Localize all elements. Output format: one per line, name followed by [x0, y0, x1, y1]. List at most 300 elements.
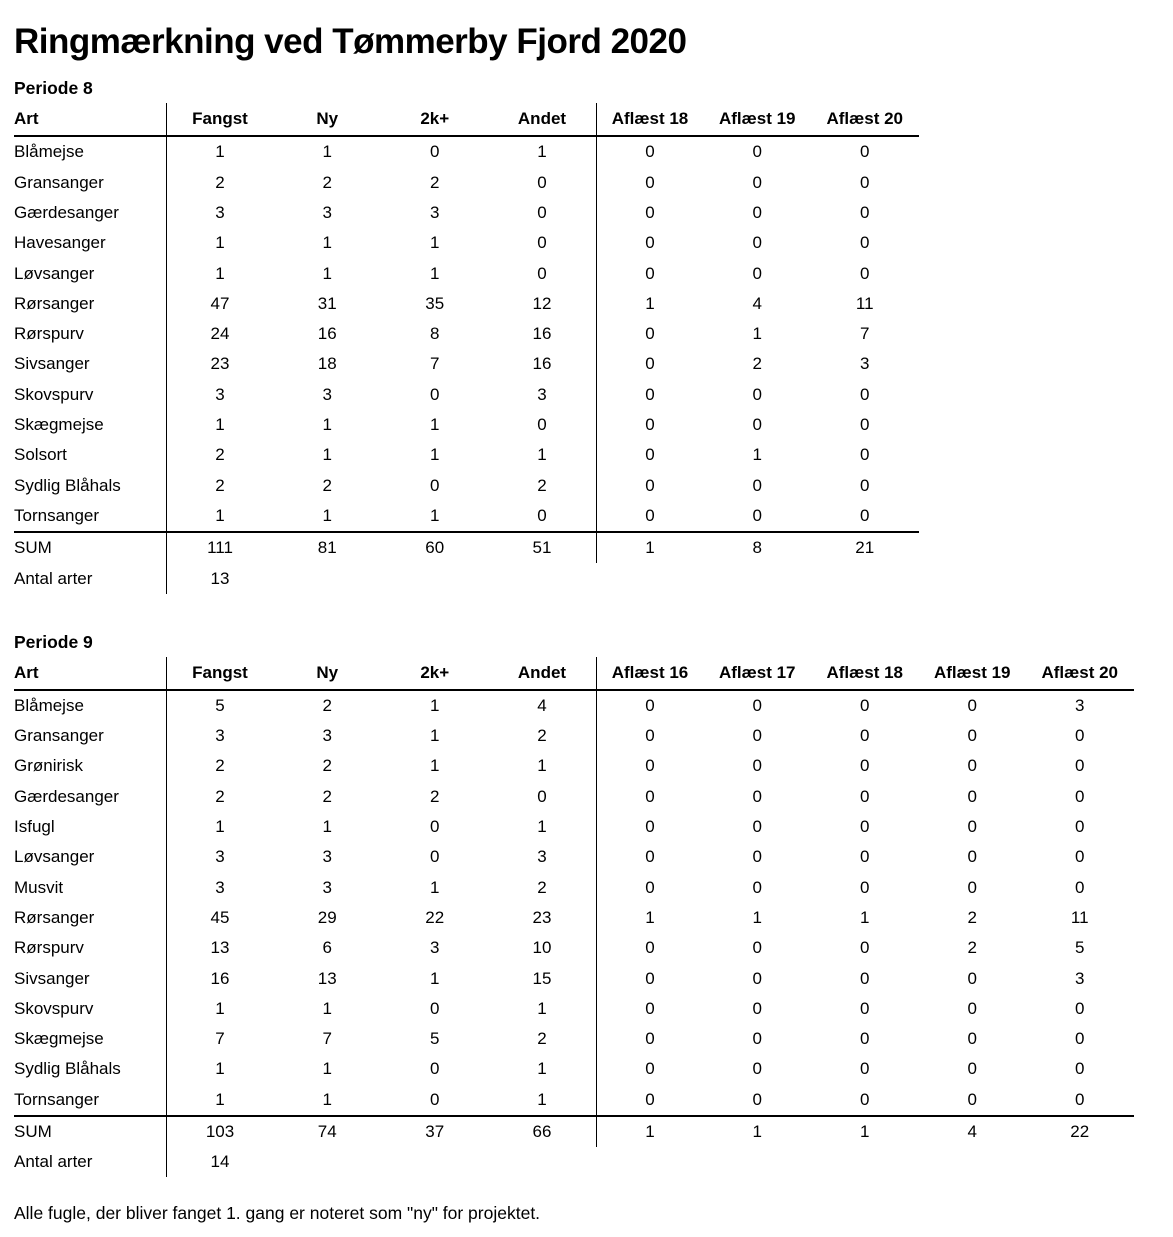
species-cell: Grønirisk	[14, 751, 166, 781]
count-cell: 6	[322, 938, 332, 958]
count-cell: 3	[215, 726, 225, 746]
table-row	[14, 136, 919, 167]
count-cell: 1	[215, 263, 225, 283]
aflaest-cell: 0	[752, 202, 762, 222]
aflaest-cell: 0	[752, 505, 762, 525]
aflaest-cell: 0	[860, 384, 870, 404]
ringing-table	[14, 657, 1134, 1178]
periode-9-table-host	[14, 657, 1159, 1178]
aflaest-cell: 0	[596, 410, 704, 440]
column-header-aflaest: Aflæst 20	[811, 103, 919, 136]
aflaest-cell: 0	[860, 202, 870, 222]
count-cell: 1	[537, 142, 547, 162]
count-cell: 13	[317, 968, 337, 988]
count-cell: 1	[215, 142, 225, 162]
aflaest-cell: 0	[967, 998, 977, 1018]
table-row	[14, 440, 919, 470]
count-cell: 2	[322, 172, 332, 192]
aflaest-cell: 0	[860, 1089, 870, 1109]
count-cell: 1	[322, 817, 332, 837]
aflaest-cell: 0	[596, 994, 704, 1024]
species-cell: Gærdesanger	[14, 782, 166, 812]
aflaest-cell: 0	[752, 695, 762, 715]
count-cell: 3	[537, 847, 547, 867]
count-cell: 7	[322, 1029, 332, 1049]
aflaest-cell: 0	[1075, 847, 1085, 867]
count-cell: 16	[317, 324, 337, 344]
ringing-table	[14, 103, 919, 593]
count-cell: 1	[215, 505, 225, 525]
count-cell: 2	[537, 726, 547, 746]
aflaest-cell: 0	[860, 998, 870, 1018]
count-cell: 16	[532, 354, 552, 374]
sum-aflaest-cell: 1	[704, 1116, 812, 1147]
count-cell: 1	[430, 726, 440, 746]
aflaest-cell: 0	[752, 384, 762, 404]
count-cell: 0	[537, 263, 547, 283]
count-cell: 0	[537, 202, 547, 222]
table-row	[14, 994, 1134, 1024]
count-cell: 2	[322, 475, 332, 495]
count-cell: 3	[322, 726, 332, 746]
count-cell: 2	[215, 786, 225, 806]
aflaest-cell: 0	[596, 842, 704, 872]
table-row	[14, 380, 919, 410]
count-cell: 3	[215, 877, 225, 897]
species-cell: Havesanger	[14, 228, 166, 258]
aflaest-cell: 0	[596, 1085, 704, 1116]
species-cell: Skægmejse	[14, 410, 166, 440]
aflaest-cell: 2	[967, 938, 977, 958]
count-cell: 15	[532, 968, 552, 988]
sum-count-cell: 111	[166, 532, 274, 563]
sum-aflaest-cell: 1	[596, 1116, 704, 1147]
aflaest-cell: 0	[752, 475, 762, 495]
aflaest-cell: 0	[967, 817, 977, 837]
count-cell: 1	[430, 445, 440, 465]
aflaest-cell: 0	[752, 847, 762, 867]
count-cell: 8	[430, 324, 440, 344]
count-cell: 0	[537, 172, 547, 192]
species-cell: Rørsanger	[14, 289, 166, 319]
table-row	[14, 782, 1134, 812]
sum-count-cell: 74	[274, 1116, 382, 1147]
species-cell: Blåmejse	[14, 690, 166, 721]
aflaest-cell: 0	[967, 726, 977, 746]
aflaest-cell: 0	[860, 938, 870, 958]
column-header-aflaest: Aflæst 20	[1026, 657, 1134, 690]
count-cell: 3	[215, 202, 225, 222]
count-cell: 2	[215, 172, 225, 192]
count-cell: 1	[430, 695, 440, 715]
count-cell: 2	[430, 172, 440, 192]
antal-arter-row	[14, 1147, 1134, 1177]
antal-arter-label: Antal arter	[14, 563, 166, 593]
aflaest-cell: 0	[860, 233, 870, 253]
count-cell: 10	[532, 938, 552, 958]
count-cell: 0	[430, 1089, 440, 1109]
count-cell: 3	[215, 847, 225, 867]
species-cell: Sydlig Blåhals	[14, 1054, 166, 1084]
count-cell: 1	[322, 142, 332, 162]
aflaest-cell: 0	[596, 440, 704, 470]
species-cell: Gærdesanger	[14, 198, 166, 228]
column-header: Ny	[274, 103, 382, 136]
aflaest-cell: 0	[596, 471, 704, 501]
sum-aflaest-cell: 4	[919, 1116, 1027, 1147]
aflaest-cell: 0	[1075, 817, 1085, 837]
aflaest-cell: 3	[1075, 968, 1085, 988]
aflaest-cell: 1	[596, 289, 704, 319]
aflaest-cell: 0	[752, 726, 762, 746]
aflaest-cell: 0	[596, 349, 704, 379]
count-cell: 31	[317, 293, 337, 313]
count-cell: 5	[215, 695, 225, 715]
count-cell: 1	[537, 1089, 547, 1109]
aflaest-cell: 0	[967, 847, 977, 867]
aflaest-cell: 0	[596, 258, 704, 288]
aflaest-cell: 0	[752, 877, 762, 897]
count-cell: 18	[317, 354, 337, 374]
aflaest-cell: 5	[1075, 938, 1085, 958]
column-header-aflaest: Aflæst 16	[596, 657, 704, 690]
table-row	[14, 812, 1134, 842]
count-cell: 1	[322, 445, 332, 465]
count-cell: 2	[322, 756, 332, 776]
count-cell: 0	[537, 233, 547, 253]
count-cell: 1	[430, 505, 440, 525]
aflaest-cell: 0	[1075, 877, 1085, 897]
count-cell: 0	[537, 786, 547, 806]
column-header: Andet	[489, 103, 597, 136]
count-cell: 5	[430, 1029, 440, 1049]
species-cell: Løvsanger	[14, 258, 166, 288]
aflaest-cell: 0	[596, 963, 704, 993]
count-cell: 2	[215, 475, 225, 495]
species-cell: Skægmejse	[14, 1024, 166, 1054]
species-cell: Solsort	[14, 440, 166, 470]
count-cell: 1	[430, 968, 440, 988]
aflaest-cell: 0	[1075, 1059, 1085, 1079]
sum-aflaest-cell: 1	[811, 1116, 919, 1147]
column-header: 2k+	[381, 657, 489, 690]
sum-label: SUM	[14, 532, 166, 563]
sum-count-cell: 103	[166, 1116, 274, 1147]
count-cell: 35	[425, 293, 445, 313]
periode-9-label: Periode 9	[14, 631, 93, 652]
column-header: Fangst	[166, 657, 274, 690]
table-row	[14, 258, 919, 288]
species-cell: Blåmejse	[14, 136, 166, 167]
species-cell: Sivsanger	[14, 349, 166, 379]
aflaest-cell: 0	[596, 228, 704, 258]
footer-note: Alle fugle, der bliver fanget 1. gang er noteret som "ny" for projektet.	[14, 1203, 541, 1224]
count-cell: 0	[430, 998, 440, 1018]
count-cell: 23	[532, 907, 552, 927]
column-header-aflaest: Aflæst 18	[811, 657, 919, 690]
table-row	[14, 168, 919, 198]
count-cell: 1	[322, 1059, 332, 1079]
aflaest-cell: 0	[596, 1024, 704, 1054]
column-header-art: Art	[14, 103, 166, 136]
count-cell: 1	[537, 1059, 547, 1079]
count-cell: 24	[210, 324, 230, 344]
count-cell: 1	[430, 877, 440, 897]
aflaest-cell: 1	[860, 907, 870, 927]
count-cell: 2	[215, 445, 225, 465]
aflaest-cell: 0	[596, 690, 704, 721]
count-cell: 3	[430, 938, 440, 958]
aflaest-cell: 0	[752, 142, 762, 162]
count-cell: 1	[537, 445, 547, 465]
aflaest-cell: 0	[1075, 998, 1085, 1018]
count-cell: 3	[322, 202, 332, 222]
count-cell: 1	[215, 1059, 225, 1079]
table-row	[14, 903, 1134, 933]
aflaest-cell: 0	[967, 1059, 977, 1079]
count-cell: 1	[215, 817, 225, 837]
aflaest-cell: 0	[596, 136, 704, 167]
sum-label: SUM	[14, 1116, 166, 1147]
column-header-art: Art	[14, 657, 166, 690]
aflaest-cell: 0	[860, 817, 870, 837]
aflaest-cell: 7	[860, 324, 870, 344]
sum-aflaest-cell: 8	[704, 532, 812, 563]
aflaest-cell: 0	[860, 475, 870, 495]
aflaest-cell: 0	[596, 782, 704, 812]
count-cell: 0	[430, 817, 440, 837]
count-cell: 45	[210, 907, 230, 927]
count-cell: 4	[537, 695, 547, 715]
count-cell: 1	[537, 998, 547, 1018]
count-cell: 0	[537, 505, 547, 525]
species-cell: Rørspurv	[14, 933, 166, 963]
count-cell: 2	[215, 756, 225, 776]
table-row	[14, 872, 1134, 902]
aflaest-cell: 0	[967, 1029, 977, 1049]
aflaest-cell: 1	[596, 903, 704, 933]
species-cell: Sydlig Blåhals	[14, 471, 166, 501]
sum-count-cell: 37	[381, 1116, 489, 1147]
count-cell: 2	[430, 786, 440, 806]
aflaest-cell: 0	[967, 968, 977, 988]
count-cell: 3	[537, 384, 547, 404]
sum-aflaest-cell: 1	[596, 532, 704, 563]
table-row	[14, 501, 919, 532]
aflaest-cell: 0	[596, 501, 704, 532]
aflaest-cell: 0	[860, 172, 870, 192]
count-cell: 1	[215, 1089, 225, 1109]
count-cell: 13	[210, 938, 230, 958]
aflaest-cell: 0	[860, 877, 870, 897]
aflaest-cell: 0	[752, 968, 762, 988]
table-row	[14, 690, 1134, 721]
count-cell: 1	[430, 263, 440, 283]
aflaest-cell: 0	[596, 872, 704, 902]
species-cell: Skovspurv	[14, 994, 166, 1024]
antal-arter-value: 14	[210, 1152, 230, 1172]
table-row	[14, 349, 919, 379]
species-cell: Gransanger	[14, 168, 166, 198]
antal-arter-label: Antal arter	[14, 1147, 166, 1177]
species-cell: Rørspurv	[14, 319, 166, 349]
table-row	[14, 198, 919, 228]
aflaest-cell: 3	[1075, 695, 1085, 715]
table-row	[14, 1024, 1134, 1054]
count-cell: 1	[537, 817, 547, 837]
column-header: Andet	[489, 657, 597, 690]
count-cell: 12	[532, 293, 552, 313]
sum-row	[14, 532, 919, 563]
sum-count-cell: 66	[489, 1116, 597, 1147]
column-header-aflaest: Aflæst 19	[704, 103, 812, 136]
aflaest-cell: 4	[752, 293, 762, 313]
aflaest-cell: 0	[860, 726, 870, 746]
table-row	[14, 319, 919, 349]
table-row	[14, 410, 919, 440]
aflaest-cell: 0	[752, 1059, 762, 1079]
count-cell: 1	[322, 505, 332, 525]
count-cell: 1	[430, 415, 440, 435]
sum-row	[14, 1116, 1134, 1147]
count-cell: 1	[215, 998, 225, 1018]
aflaest-cell: 0	[860, 968, 870, 988]
count-cell: 0	[430, 384, 440, 404]
aflaest-cell: 0	[596, 380, 704, 410]
sum-aflaest-cell: 22	[1026, 1116, 1134, 1147]
aflaest-cell: 0	[752, 786, 762, 806]
species-cell: Rørsanger	[14, 903, 166, 933]
column-header: 2k+	[381, 103, 489, 136]
count-cell: 0	[430, 847, 440, 867]
table-row	[14, 933, 1134, 963]
count-cell: 23	[210, 354, 230, 374]
empty-cell	[274, 1147, 1134, 1177]
species-cell: Musvit	[14, 872, 166, 902]
species-cell: Skovspurv	[14, 380, 166, 410]
table-row	[14, 751, 1134, 781]
count-cell: 1	[215, 415, 225, 435]
antal-arter-value: 13	[210, 568, 230, 588]
count-cell: 1	[322, 998, 332, 1018]
count-cell: 7	[215, 1029, 225, 1049]
aflaest-cell: 1	[752, 324, 762, 344]
aflaest-cell: 0	[596, 751, 704, 781]
aflaest-cell: 0	[860, 847, 870, 867]
count-cell: 16	[532, 324, 552, 344]
aflaest-cell: 0	[967, 786, 977, 806]
table-row	[14, 228, 919, 258]
species-cell: Isfugl	[14, 812, 166, 842]
sum-count-cell: 51	[489, 532, 597, 563]
count-cell: 1	[322, 415, 332, 435]
count-cell: 0	[430, 1059, 440, 1079]
aflaest-cell: 0	[1075, 1089, 1085, 1109]
antal-arter-row	[14, 563, 919, 593]
count-cell: 2	[537, 877, 547, 897]
species-cell: Gransanger	[14, 721, 166, 751]
aflaest-cell: 0	[860, 1059, 870, 1079]
table-row	[14, 1085, 1134, 1116]
aflaest-cell: 1	[752, 445, 762, 465]
empty-cell	[274, 563, 919, 593]
count-cell: 1	[322, 1089, 332, 1109]
aflaest-cell: 0	[860, 695, 870, 715]
aflaest-cell: 0	[860, 786, 870, 806]
aflaest-cell: 0	[860, 505, 870, 525]
periode-8-label: Periode 8	[14, 78, 93, 99]
aflaest-cell: 0	[596, 319, 704, 349]
count-cell: 3	[322, 877, 332, 897]
count-cell: 3	[322, 847, 332, 867]
count-cell: 16	[210, 968, 230, 988]
aflaest-cell: 0	[1075, 726, 1085, 746]
aflaest-cell: 2	[752, 354, 762, 374]
aflaest-cell: 0	[1075, 756, 1085, 776]
aflaest-cell: 0	[967, 695, 977, 715]
table-row	[14, 1054, 1134, 1084]
count-cell: 1	[215, 233, 225, 253]
aflaest-cell: 0	[860, 415, 870, 435]
aflaest-cell: 0	[596, 198, 704, 228]
column-header: Fangst	[166, 103, 274, 136]
aflaest-cell: 0	[752, 938, 762, 958]
aflaest-cell: 0	[596, 1054, 704, 1084]
count-cell: 22	[425, 907, 445, 927]
count-cell: 47	[210, 293, 230, 313]
aflaest-cell: 11	[855, 293, 874, 313]
count-cell: 0	[430, 475, 440, 495]
aflaest-cell: 0	[860, 1029, 870, 1049]
header-row	[14, 103, 919, 136]
aflaest-cell: 2	[967, 907, 977, 927]
aflaest-cell: 0	[752, 172, 762, 192]
count-cell: 1	[322, 263, 332, 283]
table-row	[14, 963, 1134, 993]
count-cell: 0	[430, 142, 440, 162]
count-cell: 1	[430, 756, 440, 776]
aflaest-cell: 11	[1070, 907, 1089, 927]
aflaest-cell: 0	[967, 1089, 977, 1109]
count-cell: 3	[430, 202, 440, 222]
aflaest-cell: 0	[752, 233, 762, 253]
count-cell: 29	[317, 907, 337, 927]
aflaest-cell: 0	[967, 877, 977, 897]
count-cell: 1	[430, 233, 440, 253]
aflaest-cell: 3	[860, 354, 870, 374]
table-row	[14, 842, 1134, 872]
column-header-aflaest: Aflæst 17	[704, 657, 812, 690]
aflaest-cell: 0	[860, 445, 870, 465]
count-cell: 2	[537, 1029, 547, 1049]
table-row	[14, 289, 919, 319]
aflaest-cell: 0	[752, 415, 762, 435]
aflaest-cell: 0	[596, 812, 704, 842]
aflaest-cell: 0	[752, 263, 762, 283]
count-cell: 2	[322, 695, 332, 715]
aflaest-cell: 0	[752, 1089, 762, 1109]
species-cell: Løvsanger	[14, 842, 166, 872]
aflaest-cell: 0	[860, 263, 870, 283]
aflaest-cell: 0	[752, 998, 762, 1018]
count-cell: 1	[537, 756, 547, 776]
aflaest-cell: 0	[860, 142, 870, 162]
aflaest-cell: 0	[596, 933, 704, 963]
count-cell: 0	[537, 415, 547, 435]
aflaest-cell: 0	[1075, 1029, 1085, 1049]
periode-8-table-host	[14, 103, 1159, 593]
sum-aflaest-cell: 21	[811, 532, 919, 563]
